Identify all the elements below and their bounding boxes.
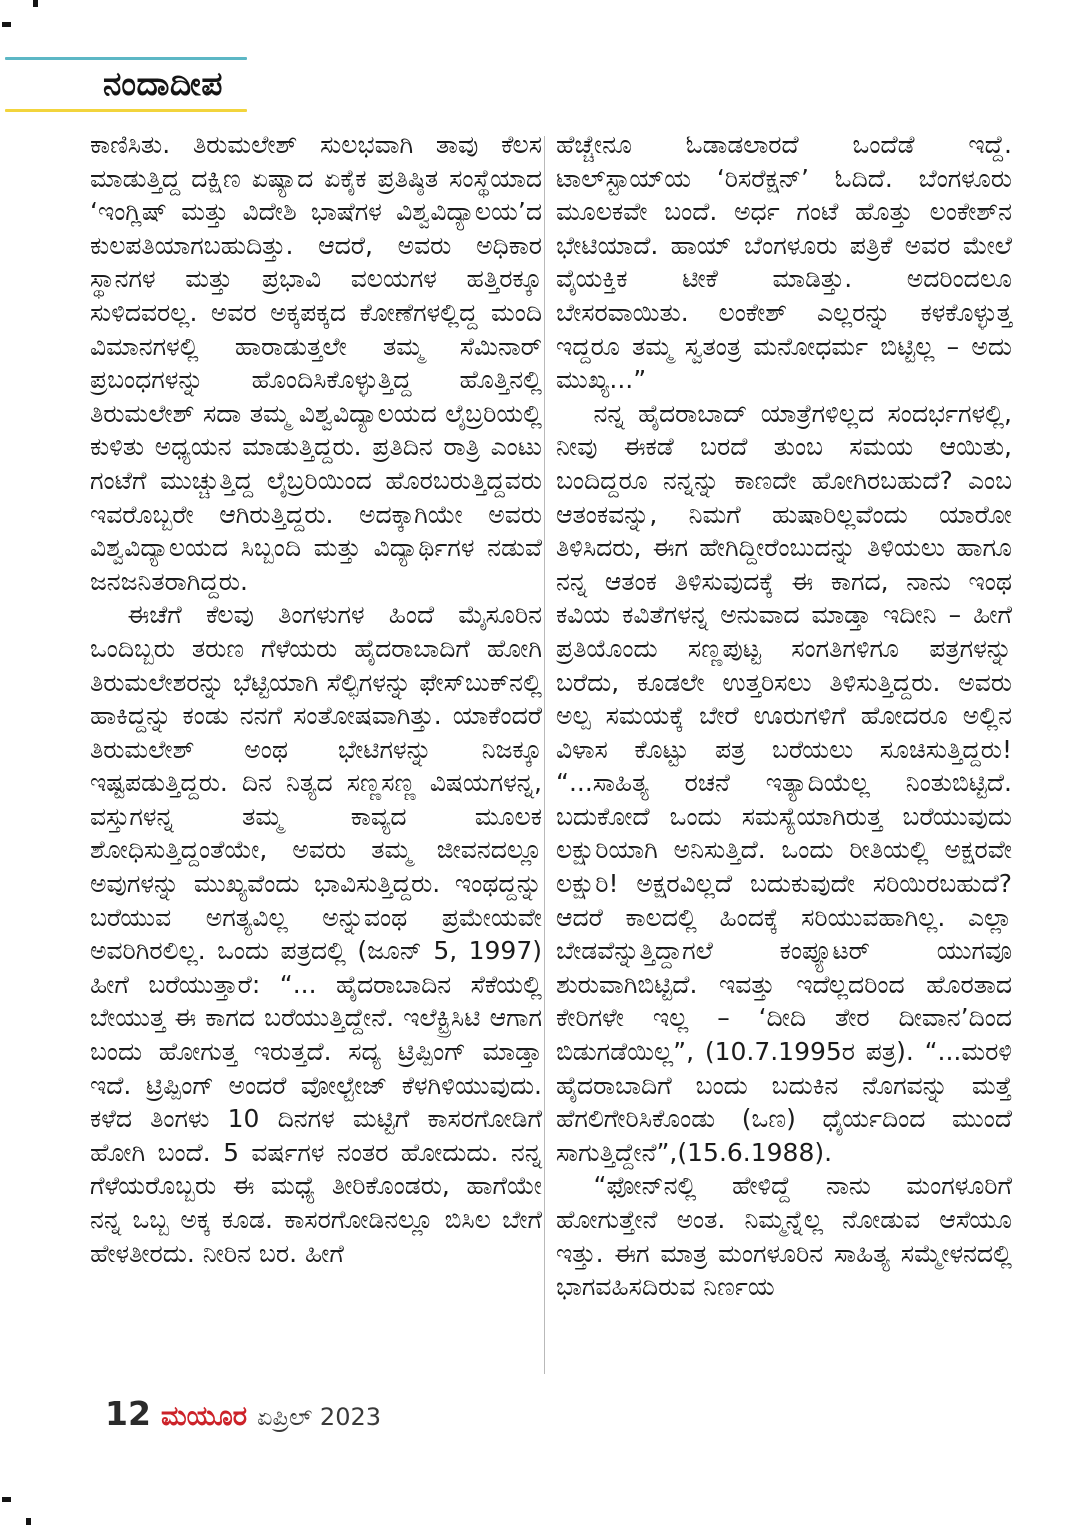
magazine-logo: ಮಯೂರ bbox=[160, 1401, 248, 1432]
issue-date: ಏಪ್ರಿಲ್ 2023 bbox=[257, 1403, 382, 1431]
paragraph: ಹೆಚ್ಚೇನೂ ಓಡಾಡಲಾರದೆ ಒಂದೆಡೆ ಇದ್ದೆ. ಟಾಲ್‌ಸ್ಟಾಯ್‌ಯ ‘ರಿಸರೆಕ್ಷನ್’ ಓದಿದೆ. ಬೆಂಗಳೂರು ಮೂಲಕವೇ ಬಂದೆ. ಅರ್ಧ ಗಂಟೆ ಹೊತ್ತು ಲಂಕೇಶ್‌ನ ಭೇಟಿಯಾದೆ. ಹಾಯ್ ಬೆಂಗಳೂರು ಪತ್ರಿಕೆ ಅವರ ಮೇಲೆ ವೈಯಕ್ತಿಕ ಟೀಕೆ ಮಾಡಿತ್ತು. ಅದರಿಂದಲೂ ಬೇಸರವಾಯಿತು. ಲಂಕೇಶ್ ಎಲ್ಲರನ್ನು ಕಳಕೊಳ್ಳುತ್ತ ಇದ್ದರೂ ತಮ್ಮ ಸ್ವತಂತ್ರ ಮನೋಧರ್ಮ ಬಿಟ್ಟಿಲ್ಲ – ಅದು ಮುಖ್ಯ...” bbox=[556, 130, 1012, 395]
print-registration-mark bbox=[26, 1518, 31, 1525]
paragraph: “ಫೋನ್‌ನಲ್ಲಿ ಹೇಳಿದ್ದೆ ನಾನು ಮಂಗಳೂರಿಗೆ ಹೋಗುತ್ತೇನೆ ಅಂತ. ನಿಮ್ಮನ್ನೆಲ್ಲ ನೋಡುವ ಆಸೆಯೂ ಇತ್ತು. ಈಗ ಮಾತ್ರ ಮಂಗಳೂರಿನ ಸಾಹಿತ್ಯ ಸಮ್ಮೇಳನದಲ್ಲಿ ಭಾಗವಹಿಸದಿರುವ ನಿರ್ಣಯ bbox=[556, 1171, 1012, 1302]
paragraph: ಕಾಣಿಸಿತು. ತಿರುಮಲೇಶ್ ಸುಲಭವಾಗಿ ತಾವು ಕೆಲಸ ಮಾಡುತ್ತಿದ್ದ ದಕ್ಷಿಣ ಏಷ್ಯಾದ ಏಕೈಕ ಪ್ರತಿಷ್ಠಿತ ಸಂಸ್ಥೆಯಾದ ‘ಇಂಗ್ಲಿಷ್ ಮತ್ತು ವಿದೇಶಿ ಭಾಷೆಗಳ ವಿಶ್ವವಿದ್ಯಾಲಯ’ದ ಕುಲಪತಿಯಾಗಬಹುದಿತ್ತು. ಆದರೆ, ಅವರು ಅಧಿಕಾರ ಸ್ಥಾನಗಳ ಮತ್ತು ಪ್ರಭಾವಿ ವಲಯಗಳ ಹತ್ತಿರಕ್ಕೂ ಸುಳಿದವರಲ್ಲ. ಅವರ ಅಕ್ಕಪಕ್ಕದ ಕೋಣೆಗಳಲ್ಲಿದ್ದ ಮಂದಿ ವಿಮಾನಗಳಲ್ಲಿ ಹಾರಾಡುತ್ತಲೇ ತಮ್ಮ ಸೆಮಿನಾರ್ ಪ್ರಬಂಧಗಳನ್ನು ಹೊಂದಿಸಿಕೊಳ್ಳುತ್ತಿದ್ದ ಹೊತ್ತಿನಲ್ಲಿ ತಿರುಮಲೇಶ್ ಸದಾ ತಮ್ಮ ವಿಶ್ವವಿದ್ಯಾಲಯದ ಲೈಬ್ರರಿಯಲ್ಲಿ ಕುಳಿತು ಅಧ್ಯಯನ ಮಾಡುತ್ತಿದ್ದರು. ಪ್ರತಿದಿನ ರಾತ್ರಿ ಎಂಟು ಗಂಟೆಗೆ ಮುಚ್ಚುತ್ತಿದ್ದ ಲೈಬ್ರರಿಯಿಂದ ಹೊರಬರುತ್ತಿದ್ದವರು ಇವರೊಬ್ಬರೇ ಆಗಿರುತ್ತಿದ್ದರು. ಅದಕ್ಕಾಗಿಯೇ ಅವರು ವಿಶ್ವವಿದ್ಯಾಲಯದ ಸಿಬ್ಬಂದಿ ಮತ್ತು ವಿದ್ಯಾರ್ಥಿಗಳ ನಡುವೆ ಜನಜನಿತರಾಗಿದ್ದರು. bbox=[90, 130, 542, 596]
article-left-column bbox=[90, 128, 542, 1270]
section-title: ನಂದಾದೀಪ bbox=[103, 64, 223, 103]
print-registration-mark bbox=[2, 1497, 11, 1502]
article-right-column bbox=[556, 128, 1012, 1304]
page-number: 12 bbox=[105, 1394, 151, 1433]
section-header bbox=[5, 57, 247, 112]
header-rule-bottom bbox=[5, 109, 247, 112]
paragraph: ನನ್ನ ಹೈದರಾಬಾದ್ ಯಾತ್ರೆಗಳಿಲ್ಲದ ಸಂದರ್ಭಗಳಲ್ಲಿ, ನೀವು ಈಕಡೆ ಬರದೆ ತುಂಬ ಸಮಯ ಆಯಿತು, ಬಂದಿದ್ದರೂ ನನ್ನನ್ನು ಕಾಣದೇ ಹೋಗಿರಬಹುದೆ? ಎಂಬ ಆತಂಕವನ್ನು, ನಿಮಗೆ ಹುಷಾರಿಲ್ಲವೆಂದು ಯಾರೋ ತಿಳಿಸಿದರು, ಈಗ ಹೇಗಿದ್ದೀರೆಂಬುದನ್ನು ತಿಳಿಯಲು ಹಾಗೂ ನನ್ನ ಆತಂಕ ತಿಳಿಸುವುದಕ್ಕೆ ಈ ಕಾಗದ, ನಾನು ಇಂಥ ಕವಿಯ ಕವಿತೆಗಳನ್ನ ಅನುವಾದ ಮಾಡ್ತಾ ಇದೀನಿ – ಹೀಗೆ ಪ್ರತಿಯೊಂದು ಸಣ್ಣಪುಟ್ಟ ಸಂಗತಿಗಳಿಗೂ ಪತ್ರಗಳನ್ನು ಬರೆದು, ಕೂಡಲೇ ಉತ್ತರಿಸಲು ತಿಳಿಸುತ್ತಿದ್ದರು. ಅವರು ಅಲ್ಪ ಸಮಯಕ್ಕೆ ಬೇರೆ ಊರುಗಳಿಗೆ ಹೋದರೂ ಅಲ್ಲಿನ ವಿಳಾಸ ಕೊಟ್ಟು ಪತ್ರ ಬರೆಯಲು ಸೂಚಿಸುತ್ತಿದ್ದರು! “...ಸಾಹಿತ್ಯ ರಚನೆ ಇತ್ಯಾದಿಯೆಲ್ಲ ನಿಂತುಬಿಟ್ಟಿದೆ. ಬದುಕೋದೆ ಒಂದು ಸಮಸ್ಯೆಯಾಗಿರುತ್ತ ಬರೆಯುವುದು ಲಕ್ಷುರಿಯಾಗಿ ಅನಿಸುತ್ತಿದೆ. ಒಂದು ರೀತಿಯಲ್ಲಿ ಅಕ್ಷರವೇ ಲಕ್ಷುರಿ! ಅಕ್ಷರವಿಲ್ಲದೆ ಬದುಕುವುದೇ ಸರಿಯಿರಬಹುದೆ? ಆದರೆ ಕಾಲದಲ್ಲಿ ಹಿಂದಕ್ಕೆ ಸರಿಯುವಹಾಗಿಲ್ಲ. ಎಲ್ಲಾ ಬೇಡವೆನ್ನುತ್ತಿದ್ದಾಗಲೆ ಕಂಪ್ಯೂಟರ್ ಯುಗವೂ ಶುರುವಾಗಿಬಿಟ್ಟಿದೆ. ಇವತ್ತು ಇದೆಲ್ಲದರಿಂದ ಹೊರತಾದ ಕೇರಿಗಳೇ ಇಲ್ಲ – ‘ದೀದಿ ತೇರ ದೀವಾನ’ದಿಂದ ಬಿಡುಗಡೆಯಿಲ್ಲ”, (10.7.1995ರ ಪತ್ರ). “...ಮರಳಿ ಹೈದರಾಬಾದಿಗೆ ಬಂದು ಬದುಕಿನ ನೊಗವನ್ನು ಮತ್ತೆ ಹೆಗಲಿಗೇರಿಸಿಕೊಂಡು (ಒಣ) ಧೈರ್ಯದಿಂದ ಮುಂದೆ ಸಾಗುತ್ತಿದ್ದೇನೆ”,(15.6.1988). bbox=[556, 398, 1012, 1167]
paragraph: ಈಚೆಗೆ ಕೆಲವು ತಿಂಗಳುಗಳ ಹಿಂದೆ ಮೈಸೂರಿನ ಒಂದಿಬ್ಬರು ತರುಣ ಗೆಳೆಯರು ಹೈದರಾಬಾದಿಗೆ ಹೋಗಿ ತಿರುಮಲೇಶರನ್ನು ಭೆಟ್ಟಿಯಾಗಿ ಸೆಲ್ಫಿಗಳನ್ನು ಫೇಸ್‌ಬುಕ್‌ನಲ್ಲಿ ಹಾಕಿದ್ದನ್ನು ಕಂಡು ನನಗೆ ಸಂತೋಷವಾಗಿತ್ತು. ಯಾಕೆಂದರೆ ತಿರುಮಲೇಶ್ ಅಂಥ ಭೇಟಿಗಳನ್ನು ನಿಜಕ್ಕೂ ಇಷ್ಟಪಡುತ್ತಿದ್ದರು. ದಿನ ನಿತ್ಯದ ಸಣ್ಣಸಣ್ಣ ವಿಷಯಗಳನ್ನ, ವಸ್ತುಗಳನ್ನ ತಮ್ಮ ಕಾವ್ಯದ ಮೂಲಕ ಶೋಧಿಸುತ್ತಿದ್ದಂತೆಯೇ, ಅವರು ತಮ್ಮ ಜೀವನದಲ್ಲೂ ಅವುಗಳನ್ನು ಮುಖ್ಯವೆಂದು ಭಾವಿಸುತ್ತಿದ್ದರು. ಇಂಥದ್ದನ್ನು ಬರೆಯುವ ಅಗತ್ಯವಿಲ್ಲ ಅನ್ನುವಂಥ ಪ್ರಮೇಯವೇ ಅವರಿಗಿರಲಿಲ್ಲ. ಒಂದು ಪತ್ರದಲ್ಲಿ (ಜೂನ್ 5, 1997) ಹೀಗೆ ಬರೆಯುತ್ತಾರೆ: “... ಹೈದರಾಬಾದಿನ ಸೆಕೆಯಲ್ಲಿ ಬೇಯುತ್ತ ಈ ಕಾಗದ ಬರೆಯುತ್ತಿದ್ದೇನೆ. ಇಲೆಕ್ಟ್ರಿಸಿಟಿ ಆಗಾಗ ಬಂದು ಹೋಗುತ್ತ ಇರುತ್ತದೆ. ಸದ್ಯ ಟ್ರಿಪ್ಪಿಂಗ್ ಮಾಡ್ತಾ ಇದೆ. ಟ್ರಿಪ್ಪಿಂಗ್ ಅಂದರೆ ವೋಲ್ಟೇಜ್ ಕೆಳಗಿಳಿಯುವುದು. ಕಳೆದ ತಿಂಗಳು 10 ದಿನಗಳ ಮಟ್ಟಿಗೆ ಕಾಸರಗೋಡಿಗೆ ಹೋಗಿ ಬಂದೆ. 5 ವರ್ಷಗಳ ನಂತರ ಹೋದುದು. ನನ್ನ ಗೆಳೆಯರೊಬ್ಬರು ಈ ಮಧ್ಯೆ ತೀರಿಕೊಂಡರು, ಹಾಗೆಯೇ ನನ್ನ ಒಬ್ಬ ಅಕ್ಕ ಕೂಡ. ಕಾಸರಗೋಡಿನಲ್ಲೂ ಬಿಸಿಲ ಬೇಗೆ ಹೇಳತೀರದು. ನೀರಿನ ಬರ. ಹೀಗೆ bbox=[90, 600, 542, 1268]
print-registration-mark bbox=[33, 0, 38, 7]
print-registration-mark bbox=[2, 22, 11, 27]
page-footer bbox=[105, 1394, 381, 1433]
column-divider-rule bbox=[544, 136, 545, 1374]
header-rule-top bbox=[5, 57, 247, 60]
